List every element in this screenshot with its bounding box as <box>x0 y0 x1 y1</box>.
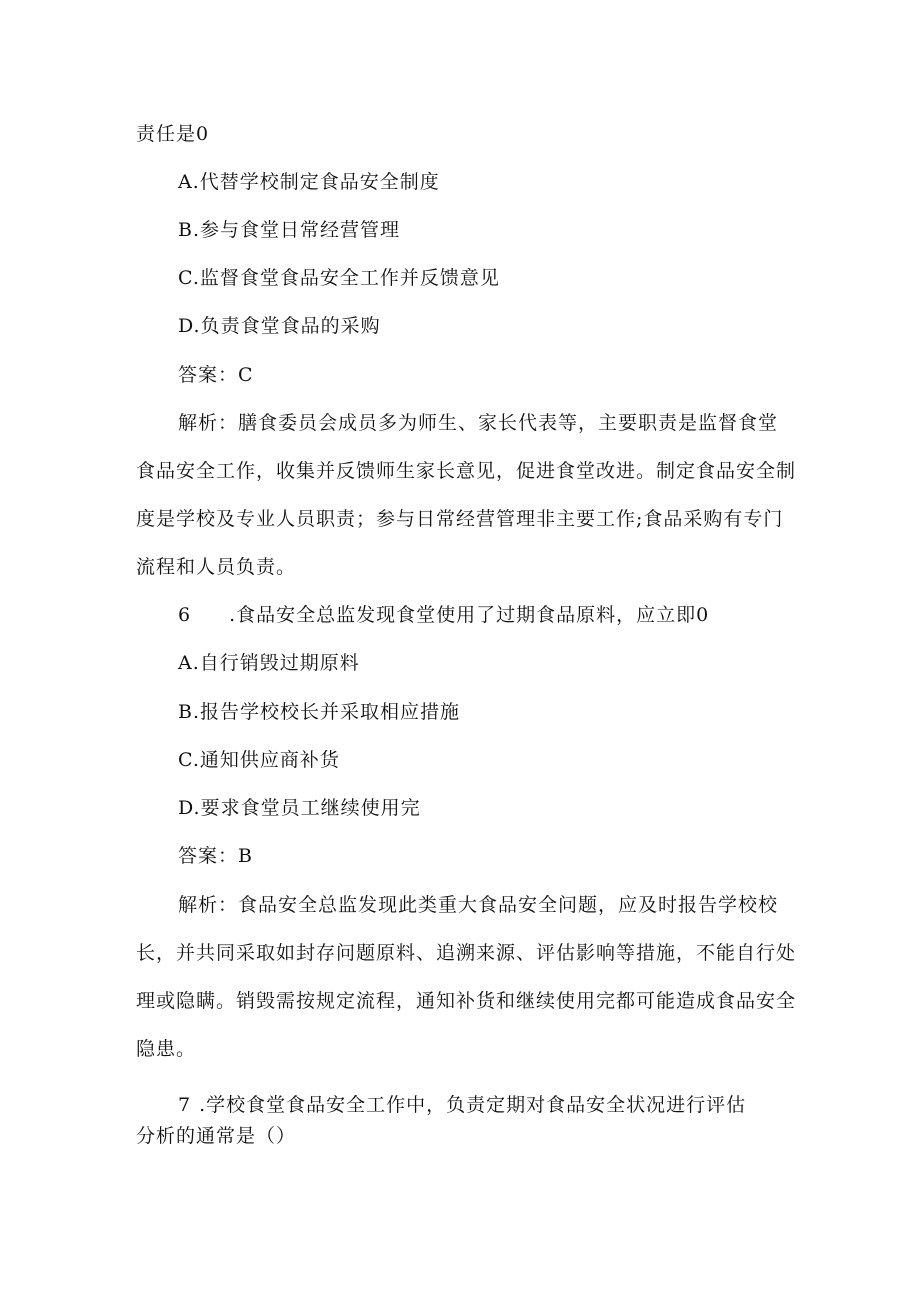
q5-analysis-line-2: 食品安全工作，收集并反馈师生家长意见，促进食堂改进。制定食品安全制 <box>136 460 797 482</box>
q6-option-b: B.报告学校校长并采取相应措施 <box>178 701 461 723</box>
q7-number: 7 <box>178 1094 192 1116</box>
q5-analysis-line-1: 解析：膳食委员会成员多为师生、家长代表等，主要职责是监督食堂 <box>178 412 779 434</box>
q7-stem-line-1 <box>178 1093 746 1117</box>
q5-answer: 答案：C <box>178 364 254 386</box>
q6-option-d: D.要求食堂员工继续使用完 <box>178 797 421 819</box>
q6-answer: 答案：B <box>178 845 253 867</box>
q5-analysis-line-3: 度是学校及专业人员职责；参与日常经营管理非主要工作;食品采购有专门 <box>136 508 784 530</box>
q5-option-b: B.参与食堂日常经营管理 <box>178 219 401 241</box>
q7-stem-line-2: 分析的通常是（） <box>136 1125 297 1147</box>
q6-analysis-line-2: 长，并共同采取如封存问题原料、追溯来源、评估影响等措施，不能自行处 <box>136 942 797 964</box>
q5-stem-tail: 责任是0 <box>136 123 210 145</box>
q6-analysis-line-3: 理或隐瞒。销毁需按规定流程，通知补货和继续使用完都可能造成食品安全 <box>136 990 797 1012</box>
q5-analysis-line-4: 流程和人员负责。 <box>136 556 297 578</box>
q7-stem: .学校食堂食品安全工作中，负责定期对食品安全状况进行评估 <box>199 1094 747 1116</box>
q5-option-c: C.监督食堂食品安全工作并反馈意见 <box>178 267 500 289</box>
q6-stem-line <box>178 603 709 627</box>
q6-analysis-line-4: 隐患。 <box>136 1038 197 1060</box>
q6-stem: .食品安全总监发现食堂使用了过期食品原料，应立即0 <box>229 604 710 626</box>
q5-option-d: D.负责食堂食品的采购 <box>178 315 381 337</box>
q6-option-a: A.自行销毁过期原料 <box>178 652 360 674</box>
q5-option-a: A.代替学校制定食品安全制度 <box>178 171 440 193</box>
q6-number: 6 <box>178 604 192 626</box>
q6-option-c: C.通知供应商补货 <box>178 749 340 771</box>
q6-analysis-line-1: 解析：食品安全总监发现此类重大食品安全问题，应及时报告学校校 <box>178 894 779 916</box>
